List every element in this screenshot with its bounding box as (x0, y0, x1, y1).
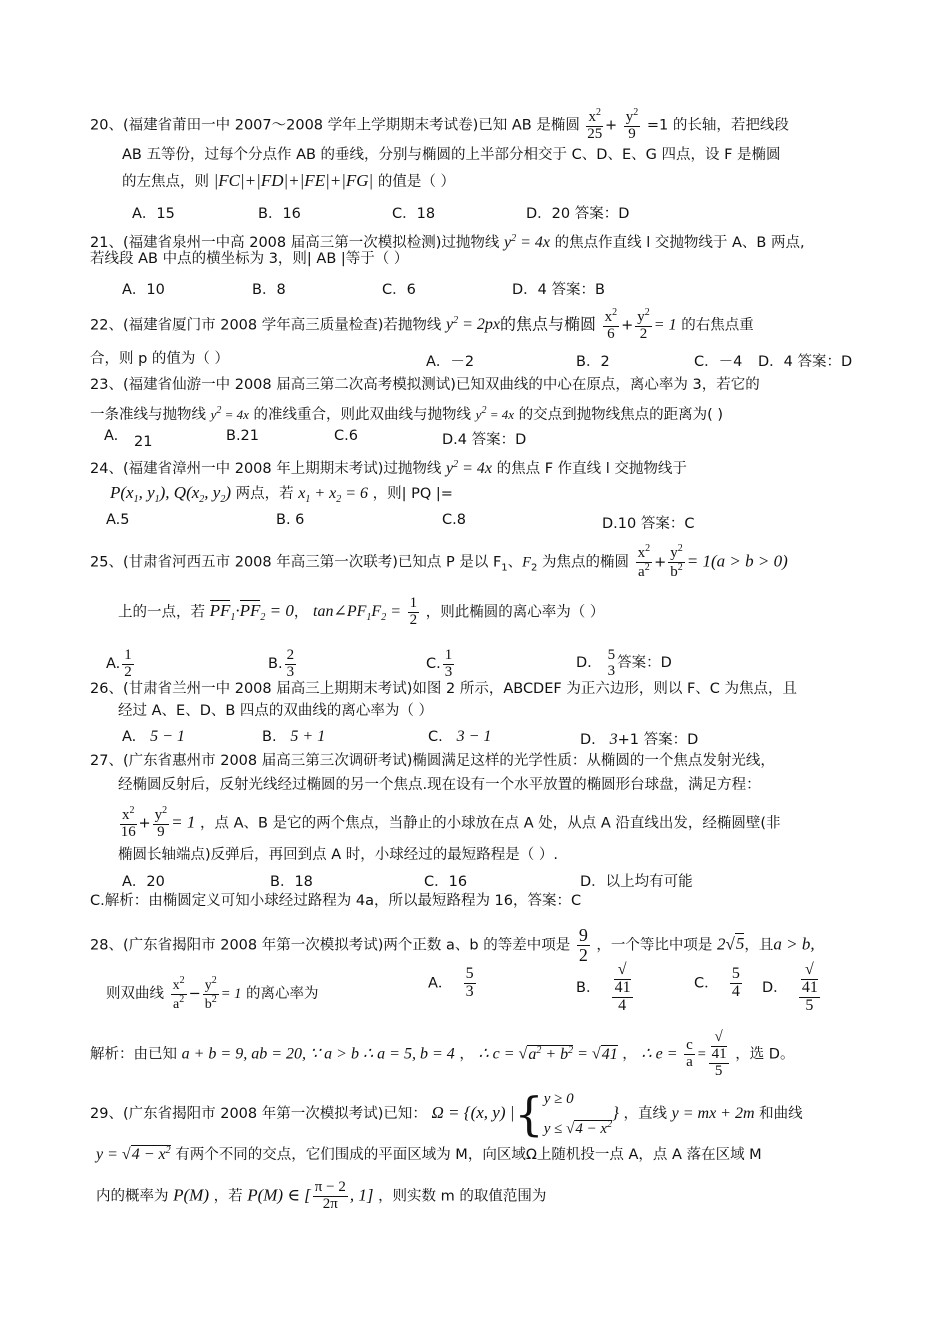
q22-option-a: A．－2 (426, 354, 475, 370)
q24-line2: $P(x_1$, $y_1$), $Q(x_2$, $y_2$) 两点，若 $x_1 + x_2 = 6$ ，则| PQ |= (110, 483, 453, 505)
q20-line3: 的左焦点，则 |FC|+|FD|+|FE|+|FG| 的值是（ ） (122, 171, 455, 190)
fraction-sqrt41-4: √ 41 4 (612, 962, 633, 1014)
fraction-2-3: $\frac{2}{3}$ (286, 647, 295, 680)
fraction-sqrt41-5: √ 41 5 (799, 962, 820, 1014)
q28-option-d: D． √ 41 5 (762, 961, 818, 1014)
fraction-pi-minus-2-over-2pi: $\frac{\pi - 2}{2\pi}$ (314, 1179, 346, 1212)
q21-option-b: B．8 (252, 282, 286, 298)
fraction-y2-b2: $\frac{y^2}{b^2}$ (670, 543, 683, 580)
q26-line1: 26、(甘肃省兰州一中 2008 届高三上期期末考试)如图 2 所示，ABCDEF 为正六边形，则以 F、C 为焦点，且 (90, 681, 798, 697)
q27-line1: 27、(广东省惠州市 2008 届高三第三次调研考试)椭圆满足这样的光学性质：从椭圆的一个焦点发射光线， (90, 753, 775, 769)
q24-option-d: D.10 答案：C (602, 516, 695, 532)
fraction-sqrt41-5-answer: √ 41 5 (709, 1030, 729, 1079)
q29-line1: 29、(广东省揭阳市 2008 年第一次模拟考试)已知： Ω = {(x, y) |{ y ≥ 0 $y \le √4 - x^2$ } ，直线 y = mx + 2m 和曲线 (90, 1087, 803, 1141)
fraction-5-3: 5 3 (607, 647, 616, 679)
q29-line2: $y = √4 - x^2$ 有两个不同的交点，它们围成的平面区域为 M，向区域Ω上随机投一点 A，点 A 落在区域 M (96, 1145, 762, 1163)
fraction-y2-2: $\frac{y^2}{2}$ (637, 307, 650, 342)
fraction-x2-a2: $\frac{x^2}{a^2}$ (637, 543, 651, 580)
q26-line2: 经过 A、E、D、B 四点的双曲线的离心率为（ ） (118, 703, 434, 719)
q21-option-c: C．6 (382, 282, 416, 298)
fraction-x2-a2-q28: $\frac{x^2}{a^2}$ (172, 975, 185, 1012)
q20-option-b: B．16 (258, 206, 301, 222)
q29-probability-expr: P(M) (173, 1185, 209, 1205)
q23-parabola-expr-2: $y^2 = 4x$ (475, 405, 514, 422)
q28-c-expr: ∴ $c = √a^2 + b^2 = √41$ (478, 1044, 618, 1063)
q21-line2: 若线段 AB 中点的横坐标为 3，则| AB |等于（ ） (90, 251, 409, 267)
fraction-5-4: $\frac{5}{4}$ (731, 965, 740, 1000)
q23-option-a-value: 21 (134, 434, 153, 450)
fraction-y2-b2-q28: $\frac{y^2}{b^2}$ (204, 975, 217, 1012)
q27-line2: 经椭圆反射后，反射光线经过椭圆的另一个焦点.现在设有一个水平放置的椭圆形台球盘，满足方程： (118, 777, 761, 793)
q27-line3: $\frac{x^2}{16}$ + $\frac{y^2}{9}$ = 1 ，点 A、B 是它的两个焦点，当静止的小球放在点 A 处，从点 A 沿直线出发，经椭圆壁(非 (120, 805, 781, 840)
q26-option-b: B. 5 + 1 (262, 728, 326, 745)
q29-line-expr: y = mx + 2m (671, 1105, 755, 1122)
q22-option-b: B．2 (576, 354, 610, 370)
q23-parabola-expr-1: $y^2 = 4x$ (210, 405, 249, 422)
q28-line1: 28、(广东省揭阳市 2008 年第一次模拟考试)两个正数 a、b 的等差中项是 $\frac{9}{2}$ ，一个等比中项是 2√5，且a > b, (90, 925, 815, 965)
q26-option-a: A. 5 − 1 (122, 728, 185, 745)
q24-option-a: A.5 (106, 512, 130, 528)
q25-option-b: B. $\frac{2}{3}$ (268, 647, 295, 680)
q20-line2: AB 五等份，过每个分点作 AB 的垂线，分别与椭圆的上半部分相交于 C、D、E、G 四点，设 F 是椭圆 (122, 147, 781, 163)
fraction-1-3: $\frac{1}{3}$ (444, 647, 453, 680)
q28-option-a: A． $\frac{5}{3}$ (428, 965, 474, 1000)
q25-option-a: A. $\frac{1}{2}$ (106, 647, 132, 680)
q25-dot-product-expr: $PF_1\cdot PF_2 = 0$ (209, 601, 294, 624)
q24-line1: 24、(福建省漳州一中 2008 年上期期末考试)过抛物线 $y^2 = 4x$ 的焦点 F 作直线 l 交抛物线于 (90, 459, 687, 477)
fraction-x2-25: $\frac{x^2}{25}$ (587, 107, 603, 142)
q27-line4: 椭圆长轴端点)反弹后，再回到点 A 时，小球经过的最短路程是（ ）. (118, 847, 559, 863)
q25-line1: 25、(甘肃省河西五市 2008 年高三第一次联考)已知点 P 是以 $F_1$、$F_2$ 为焦点的椭圆 $\frac{x^2}{a^2}$ + $\frac{y^2}{b^2}$ = 1(a > b > 0) (90, 543, 788, 580)
fraction-y2-9-q27: $\frac{y^2}{9}$ (154, 805, 168, 840)
q29-line3: 内的概率为 P(M) ，若 P(M) ∈ [ $\frac{\pi - 2}{2\pi}$ , 1] ，则实数 m 的取值范围为 (96, 1179, 547, 1212)
fraction-1-2-a: $\frac{1}{2}$ (124, 647, 132, 680)
fraction-5-3-q28: $\frac{5}{3}$ (465, 965, 474, 1000)
q21-parabola-expr: $y^2 = 4x$ (504, 233, 551, 251)
q23-line2: 一条准线与抛物线 $y^2 = 4x$ 的准线重合，则此双曲线与抛物线 $y^2 = 4x$ 的交点到抛物线焦点的距离为( ) (90, 405, 724, 423)
q28-e-expr: ∴ e = (641, 1045, 678, 1063)
q25-option-c: C. $\frac{1}{3}$ (426, 647, 453, 680)
q24-option-b: B. 6 (276, 512, 305, 528)
fraction-9-2: $\frac{9}{2}$ (578, 925, 588, 965)
q29-set-expr: Ω = {(x, y) | (431, 1103, 515, 1122)
fraction-y2-9: $\frac{y^2}{9}$ (625, 107, 639, 142)
q27-option-a: A．20 (122, 874, 165, 890)
q22-line1: 22、(福建省厦门市 2008 学年高三质量检查)若抛物线 $y^2 = 2px$的焦点与椭圆 $\frac{x^2}{6}$ + $\frac{y^2}{2}$ = 1 的右焦点重 (90, 307, 754, 342)
q23-option-c: C.6 (334, 428, 358, 444)
q28-option-b: B． √ 41 4 (576, 961, 631, 1014)
fraction-x2-16: $\frac{x^2}{16}$ (120, 805, 136, 840)
q20-option-a: A．15 (132, 206, 175, 222)
q24-parabola-expr: $y^2 = 4x$ (446, 459, 493, 477)
q25-line2: 上的一点，若 $PF_1\cdot PF_2 = 0$， $\tan\angle PF_1F_2$ = $\frac{1}{2}$ ，则此椭圆的离心率为（ ） (118, 595, 605, 628)
q21-option-a: A．10 (122, 282, 165, 298)
q23-option-d: D.4 答案：D (442, 432, 527, 448)
q25-tan-expr: $\tan\angle PF_1F_2$ = (313, 603, 401, 624)
q23-option-a-label: A. (104, 428, 119, 444)
q27-option-d: D．以上均有可能 (580, 874, 693, 890)
q28-line2: 则双曲线 $\frac{x^2}{a^2}$ − $\frac{y^2}{b^2}$ = 1 的离心率为 (106, 975, 319, 1012)
q22-option-d: D．4 答案：D (758, 354, 853, 370)
q23-line1: 23、(福建省仙游一中 2008 届高三第二次高考模拟测试)已知双曲线的中心在原点，离心率为 3，若它的 (90, 377, 760, 393)
q20-abs-sum-expression: |FC|+|FD|+|FE|+|FG| (213, 171, 374, 190)
q27-option-c: C．16 (424, 874, 468, 890)
q20-option-c: C．18 (392, 206, 436, 222)
q24-sum-expr: $x_1 + x_2 = 6$ (298, 485, 369, 505)
q29-conditions: y ≥ 0 $y \le √4 - x^2$ (543, 1091, 613, 1137)
q27-analysis: C.解析：由椭圆定义可知小球经过路程为 4a，所以最短路程为 16，答案：C (90, 893, 582, 909)
q22-line2: 合，则 p 的值为（ ） (90, 351, 230, 367)
q28-analysis-expr: a + b = 9, ab = 20, ∵ a > b ∴ a = 5, b = 4 (181, 1045, 455, 1063)
q20-option-d: D．20 答案：D (526, 206, 630, 222)
fraction-c-a: $\frac{c}{a}$ (686, 1037, 693, 1071)
fraction-1-2: $\frac{1}{2}$ (409, 595, 418, 628)
q28-geometric-mean: 2√5 (717, 934, 745, 954)
q24-option-c: C.8 (442, 512, 466, 528)
q21-option-d: D．4 答案：B (512, 282, 605, 298)
fraction-x2-6: $\frac{x^2}{6}$ (604, 307, 618, 342)
q29-curve-expr: $y = √4 - x^2$ (96, 1145, 171, 1163)
q27-option-b: B．18 (270, 874, 313, 890)
q26-option-d: D. 3+1 答案：D (580, 731, 699, 748)
q28-analysis: 解析：由已知 a + b = 9, ab = 20, ∵ a > b ∴ a = 5, b = 4 ， ∴ $c = √a^2 + b^2 = √41$ ， ∴ e = $\frac{c}{a}$ = √ 41 5 ，选 D。 (90, 1029, 795, 1079)
q23-option-b: B.21 (226, 428, 260, 444)
q29-range-expr: P(M) ∈ [ (247, 1185, 311, 1205)
q22-parabola-expr: $y^2 = 2px$ (446, 315, 501, 334)
q22-option-c: C．－4 (694, 354, 743, 370)
q24-points-expr: $P(x_1$, $y_1$), $Q(x_2$, $y_2$) (110, 483, 232, 505)
q28-option-c: C． $\frac{5}{4}$ (694, 965, 740, 1000)
q21-line1: 21、(福建省泉州一中高 2008 届高三第一次模拟检测)过抛物线 $y^2 = 4x$ 的焦点作直线 l 交抛物线于 A、B 两点, (90, 233, 805, 251)
q26-option-c: C. 3 − 1 (428, 728, 492, 745)
q25-option-d: D. 5 3 答案：D (576, 647, 672, 679)
q20-line1: 20、(福建省莆田一中 2007～2008 学年上学期期末考试卷)已知 AB 是椭圆 $\frac{x^2}{25}$ + $\frac{y^2}{9}$ =1 的长轴，若把线段 (90, 107, 789, 142)
